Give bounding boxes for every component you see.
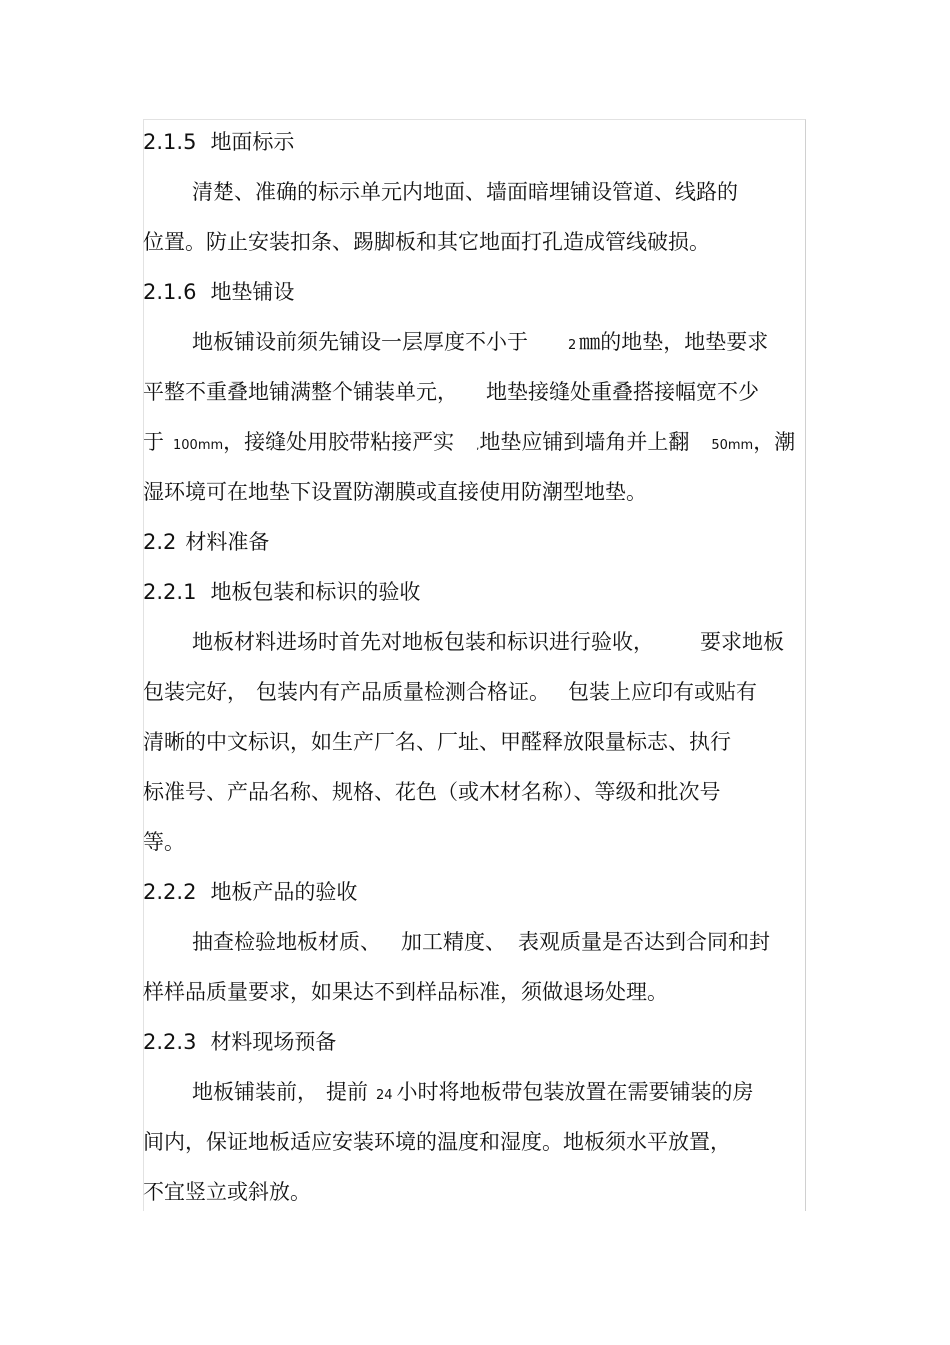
paragraph-line [192, 327, 768, 357]
text-run: 平整不重叠地铺满整个铺装单元， [143, 380, 458, 404]
text-run: 于 [143, 430, 164, 454]
paragraph-line: 位置。防止安装扣条、踢脚板和其它地面打孔造成管线破损。 [143, 230, 710, 254]
paragraph-line: 间内，保证地板适应安装环境的温度和湿度。地板须水平放置， [143, 1130, 731, 1154]
section-heading-2-2-1 [143, 577, 420, 607]
text-run: 地垫接缝处重叠搭接幅宽不少 [486, 380, 759, 404]
text-run: 包装完好， [143, 680, 248, 704]
paragraph-line [143, 677, 757, 707]
text-run: 2 [568, 338, 577, 353]
paragraph-line: 等。 [143, 830, 185, 854]
paragraph-line [143, 427, 795, 457]
section-heading-2-2 [143, 527, 269, 557]
text-run: 要求地板 [700, 630, 784, 654]
paragraph-line: 样样品质量要求，如果达不到样品标准，须做退场处理。 [143, 980, 668, 1004]
text-run: 100mm [173, 438, 224, 453]
text-run: 地板材料进场时首先对地板包装和标识进行验收， [192, 630, 654, 654]
text-run: ㎜的地垫，地垫要求 [579, 330, 769, 354]
text-run: 50mm [711, 438, 754, 453]
paragraph-line: 清楚、准确的标示单元内地面、墙面暗埋铺设管道、线路的 [192, 180, 738, 204]
text-run: 24 [376, 1088, 393, 1103]
paragraph-line [192, 627, 784, 657]
section-title: 地板产品的验收 [210, 880, 358, 904]
text-run: 提前 [326, 1080, 368, 1104]
section-title: 地面标示 [210, 130, 295, 154]
section-heading-2-2-2 [143, 877, 357, 907]
section-number: 2.2.2 [143, 880, 197, 904]
section-number: 2.2.1 [143, 580, 197, 604]
section-title: 地垫铺设 [210, 280, 295, 304]
paragraph-line [192, 927, 770, 957]
text-run: 包装内有产品质量检测合格证。 [256, 680, 550, 704]
text-run: ，潮 [753, 430, 796, 454]
text-run: 小时将地板带包装放置在需要铺装的房 [396, 1080, 754, 1104]
text-run: , [476, 441, 480, 452]
section-heading-2-1-5 [143, 127, 294, 157]
text-run: ，接缝处用胶带粘接严实 [223, 430, 455, 454]
text-run: 地板铺装前， [192, 1080, 318, 1104]
paragraph-line: 清晰的中文标识，如生产厂名、厂址、甲醛释放限量标志、执行 [143, 730, 731, 754]
paragraph-line: 不宜竖立或斜放。 [143, 1180, 311, 1204]
text-run: 抽查检验地板材质、 [192, 930, 381, 954]
paragraph-line: 标准号、产品名称、规格、花色（或木材名称）、等级和批次号 [143, 780, 721, 804]
paragraph-line [143, 377, 759, 407]
text-run: 地板铺设前须先铺设一层厚度不小于 [192, 330, 528, 354]
text-run: 加工精度、 [401, 930, 506, 954]
text-run: 表观质量是否达到合同和封 [518, 930, 770, 954]
section-number: 2.2.3 [143, 1030, 197, 1054]
section-number: 2.1.5 [143, 130, 197, 154]
section-heading-2-1-6 [143, 277, 294, 307]
section-number: 2.1.6 [143, 280, 197, 304]
section-title: 地板包装和标识的验收 [210, 580, 421, 604]
text-run: 地垫应铺到墙角并上翻 [479, 430, 690, 454]
section-title: 材料现场预备 [210, 1030, 337, 1054]
paragraph-line [192, 1077, 754, 1107]
section-title: 材料准备 [185, 530, 270, 554]
text-run: 包装上应印有或贴有 [568, 680, 757, 704]
section-number: 2.2 [143, 530, 177, 554]
paragraph-line: 湿环境可在地垫下设置防潮膜或直接使用防潮型地垫。 [143, 480, 647, 504]
section-heading-2-2-3 [143, 1027, 336, 1057]
